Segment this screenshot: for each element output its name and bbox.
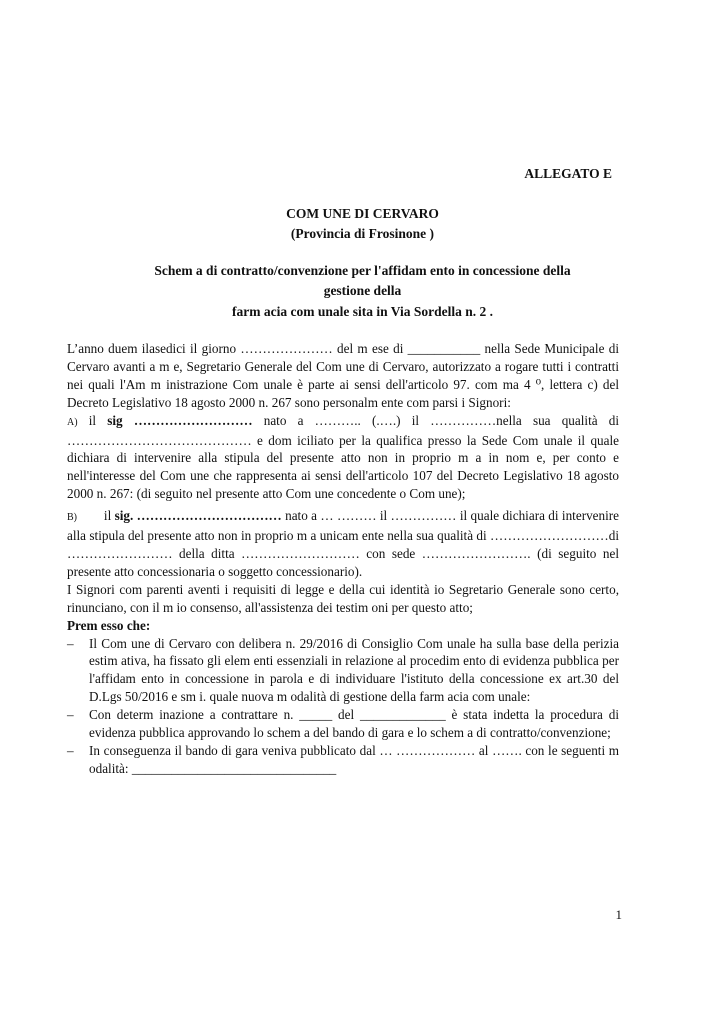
signatories-paragraph: I Signori com parenti aventi i requisiti di legge e della cui identità io Segretario Generale sono certo, rinunciano, con il m io consenso, all'assistenza dei testim oni per questo atto; — [67, 581, 619, 615]
party-a-sig: sig ……………………… — [107, 412, 253, 428]
party-b-text: nato a … ……… il …………… il quale dichiara di intervenire alla stipula del presente atto non in proprio m a unicam ente nella sua qualità di ………………………di …………………… della ditta ……………………… con sede ……………………. (di seguito nel presente atto concessionaria o soggetto concessionario). — [67, 508, 620, 579]
party-b-sig: sig. …………………………… — [114, 508, 282, 524]
comune-heading: COM UNE DI CERVARO — [286, 206, 439, 221]
title-line-2: gestione della — [323, 283, 402, 298]
party-a — [67, 412, 619, 504]
party-a-marker: A) — [67, 416, 78, 428]
intro-paragraph: L’anno duem ilasedici il giorno ………………… del m ese di ___________ nella Sede Municipale di Cervaro avanti a m e, Segretario Generale del Com une di Cervaro, autorizzato a rogare tutti i contratti nei quali l'Am m inistrazione Com unale è parte ai sensi dell'articolo 97. com ma 4 ⁰, lettera c) del Decreto Legislativo 18 agosto 2000 n. 267 sono personalm ente com parsi i Signori: — [67, 341, 619, 410]
page-number: 1 — [615, 907, 622, 922]
party-b-marker: B) — [67, 512, 77, 524]
allegato-label: ALLEGATO E — [524, 166, 612, 181]
party-b — [67, 507, 619, 581]
list-item: – Con determ inazione a contrattare n. _____ del _____________ è stata indetta la procedura di evidenza pubblica approvando lo schem a del bando di gara e lo schem a di contratto/convenzione; — [67, 706, 619, 742]
list-item: – In conseguenza il bando di gara veniva pubblicato dal … ……………… al ……. con le seguenti m odalità: _______________________________ — [67, 742, 619, 778]
document-body — [67, 340, 619, 778]
party-b-il: il — [103, 508, 112, 524]
title-line-1: Schem a di contratto/convenzione per l'affidam ento in concessione della — [154, 263, 571, 278]
provincia-heading: (Provincia di Frosinone ) — [290, 226, 435, 241]
title-line-3: farm acia com unale sita in Via Sordella n. 2 . — [232, 304, 493, 319]
premesso-heading: Prem esso che: — [67, 617, 151, 633]
party-a-text: nato a ……….. (.….) il ……………nella sua qualità di …………………………………… e dom iciliato per la qualifica presso la Sede Com unale il quale dichiara di intervenire alla stipula del presente atto non in proprio m a in nom e, per conto e nell'interesse del Com une che rappresenta ai sensi dell'articolo 107 del Decreto Legislativo 18 agosto 2000 n. 267: (di seguito nel presente atto Com une concedente o Com une); — [67, 412, 620, 502]
list-item: – Il Com une di Cervaro con delibera n. 29/2016 di Consiglio Com unale ha sulla base della perizia estim ativa, ha fissato gli elem enti essenziali in relazione al procedim ento di evidenza pubblica per l'affidam ento in concessione in parola e di individuare l'istituto della concessione ex art.30 del D.Lgs 50/2016 e sm i. quale nuova m odalità di gestione della farm acia com unale: — [67, 635, 619, 707]
premesso-list — [67, 635, 619, 778]
party-a-il: il — [88, 412, 97, 428]
